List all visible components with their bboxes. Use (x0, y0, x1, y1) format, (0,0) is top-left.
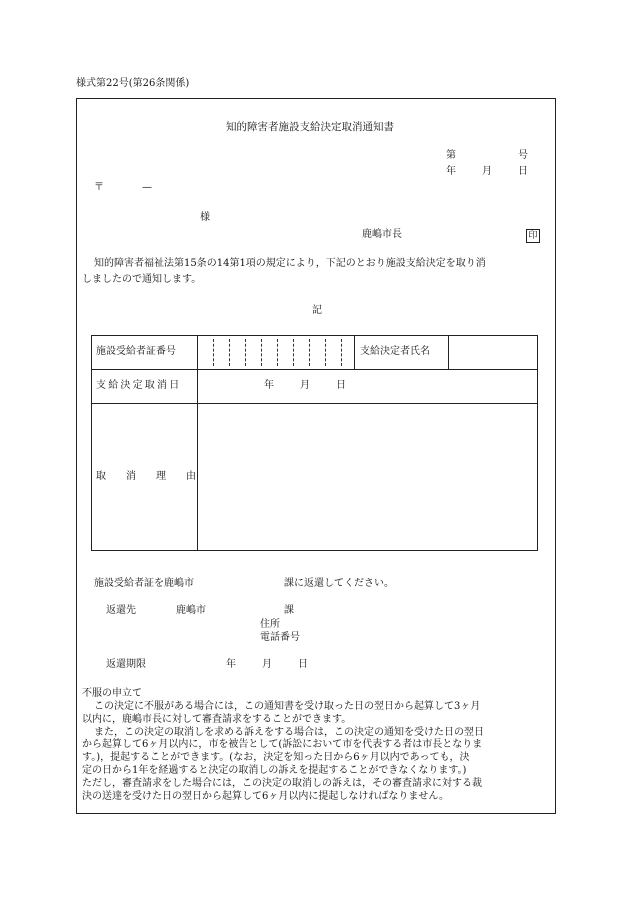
return-to-city: 鹿嶋市 (176, 605, 206, 616)
appeal-heading: 不服の申立て (82, 688, 142, 699)
deadline-day: 日 (298, 659, 308, 670)
cert-digit-divider (293, 339, 294, 366)
cancel-date-year: 年 (264, 380, 274, 391)
appeal-line: この決定に不服がある場合には，この通知書を受け取った日の翌日から起算して3ヶ月 (94, 701, 481, 712)
appeal-line: ただし，審査請求をした場合には，この決定の取消しの訴えは，その審査請求に対する裁 (82, 777, 482, 789)
table-name-divider-right (448, 335, 449, 369)
date-month: 月 (482, 166, 492, 177)
deadline-label: 返還期限 (106, 659, 146, 670)
seal-mark: 印 (526, 229, 540, 243)
date-year: 年 (446, 166, 456, 177)
document-title: 知的障害者施設支給決定取消通知書 (226, 121, 394, 133)
cert-digit-divider (261, 339, 262, 366)
form-number: 様式第22号(第26条関係) (76, 78, 190, 89)
cert-digit-divider (245, 339, 246, 366)
cert-digit-divider (277, 339, 278, 366)
postal-mark: 〒 (94, 182, 104, 193)
doc-number-prefix: 第 (446, 150, 456, 161)
return-note-prefix: 施設受給者証を鹿嶋市 (94, 578, 194, 589)
cert-digit-divider (341, 339, 342, 366)
deadline-month: 月 (262, 659, 272, 670)
return-to-section: 課 (284, 605, 294, 616)
return-to-phone-label: 電話番号 (260, 632, 300, 643)
appeal-line: また，この決定の取消しを求める訴えをする場合は，この決定の通知を受けた日の翌日 (94, 726, 484, 738)
table-left-border (91, 335, 92, 551)
deadline-year: 年 (226, 659, 236, 670)
cert-digit-divider (309, 339, 310, 366)
return-note-suffix: 課に返還してください。 (284, 578, 394, 589)
appeal-line: 定の日から1年を経過すると決定の取消しの訴えを提起することができなくなります。) (82, 764, 467, 776)
ki-marker: 記 (312, 305, 322, 316)
appeal-line: から起算して6ヶ月以内に，市を被告として(訴訟において市を代表する者は市長となりま (82, 739, 483, 751)
table-row-divider-1 (91, 369, 538, 370)
appeal-line: 以内に，鹿嶋市長に対して審査請求をすることができます。 (82, 713, 352, 725)
return-to-address-label: 住所 (260, 619, 280, 630)
issuer-name: 鹿嶋市長 (362, 229, 402, 240)
table-top-border (91, 335, 538, 336)
return-to-label: 返還先 (106, 605, 136, 616)
table-bottom-border (91, 550, 538, 551)
cancel-date-label: 支給決定取消日 (96, 380, 182, 391)
cert-digit-divider (213, 339, 214, 366)
cert-digit-divider (325, 339, 326, 366)
cancel-date-day: 日 (336, 380, 346, 391)
appeal-line: 決の送達を受けた日の翌日から起算して6ヶ月以内に提起しなければなりません。 (82, 790, 449, 802)
table-name-divider-left (354, 335, 355, 369)
postal-dash: — (142, 182, 152, 193)
date-day: 日 (518, 166, 528, 177)
intro-line-2: しましたので通知します。 (82, 274, 202, 285)
appeal-line: す。)，提起することができます。(なお，決定を知った日から6ヶ月以内であっても，決 (82, 752, 470, 764)
cancel-date-month: 月 (300, 380, 310, 391)
recipient-suffix: 様 (200, 212, 210, 223)
reason-label: 取 消 理 由 (96, 471, 201, 482)
intro-line-1: 知的障害者福祉法第15条の14第1項の規定により，下記のとおり施設支給決定を取り消 (94, 258, 486, 269)
cert-digit-divider (229, 339, 230, 366)
cert-number-label: 施設受給者証番号 (96, 346, 176, 357)
table-label-divider (197, 335, 198, 551)
appeal-text (82, 701, 554, 803)
doc-number-suffix: 号 (518, 150, 528, 161)
table-right-border (537, 335, 538, 551)
table-row-divider-2 (91, 403, 538, 404)
recipient-name-label: 支給決定者氏名 (360, 346, 430, 357)
